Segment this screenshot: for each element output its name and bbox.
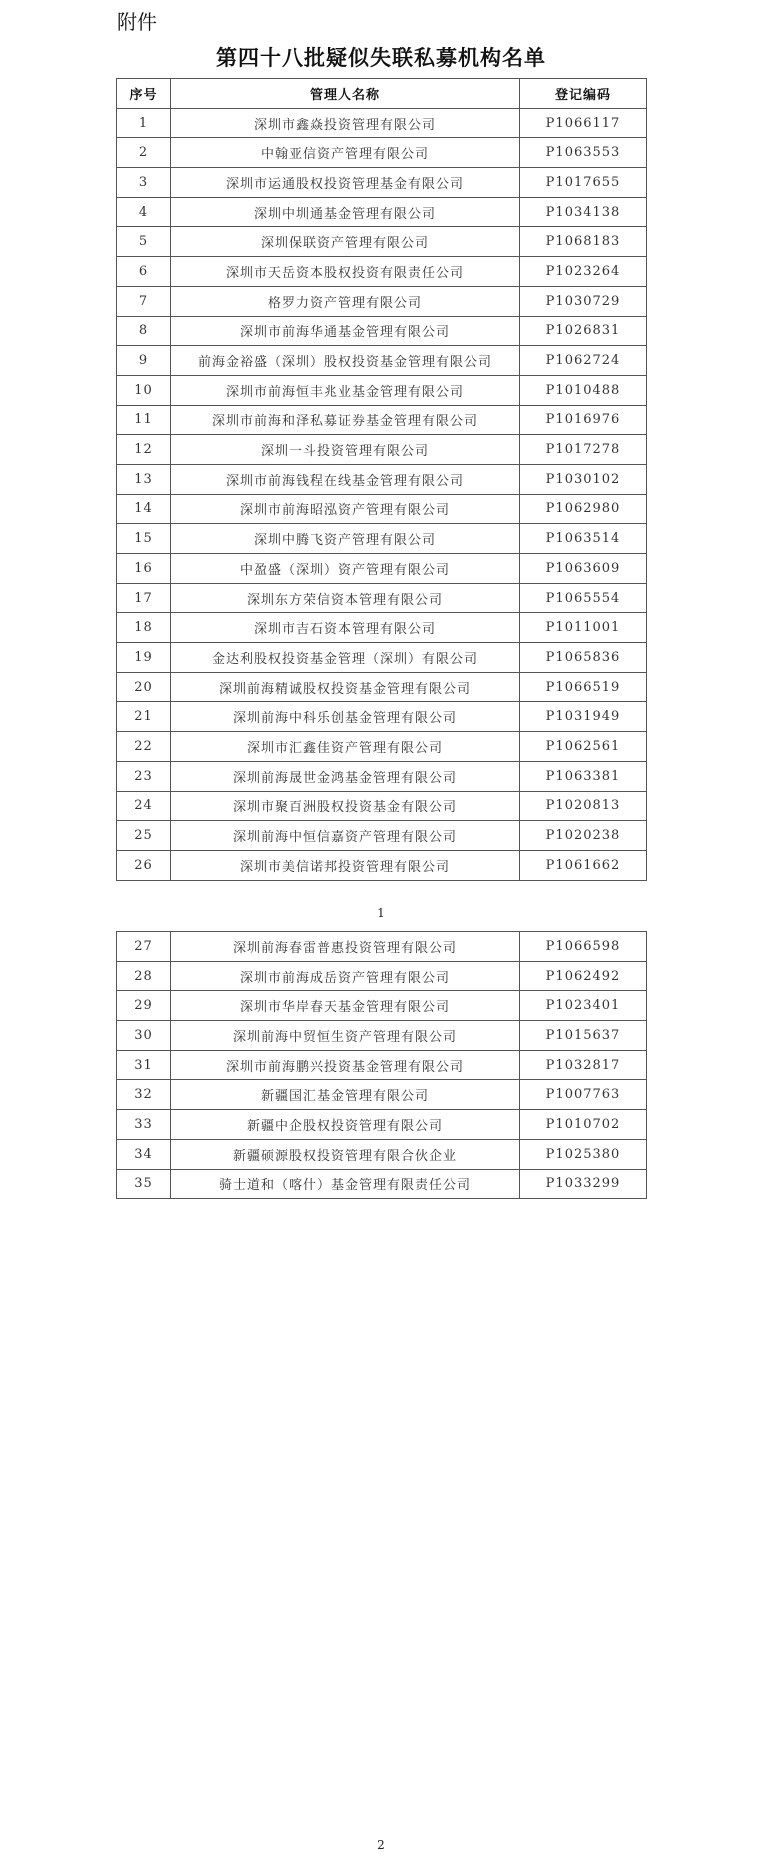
row-serial-number: 27 xyxy=(117,932,171,962)
row-manager-name: 前海金裕盛（深圳）股权投资基金管理有限公司 xyxy=(171,346,520,376)
row-registration-code: P1010702 xyxy=(520,1110,647,1140)
row-serial-number: 8 xyxy=(117,316,171,346)
row-registration-code: P1034138 xyxy=(520,197,647,227)
row-manager-name: 深圳市运通股权投资管理基金有限公司 xyxy=(171,168,520,198)
row-serial-number: 10 xyxy=(117,375,171,405)
table-body-page-1 xyxy=(117,108,647,880)
row-registration-code: P1031949 xyxy=(520,702,647,732)
row-registration-code: P1066117 xyxy=(520,108,647,138)
row-serial-number: 23 xyxy=(117,761,171,791)
table-row xyxy=(117,405,647,435)
table-row xyxy=(117,821,647,851)
row-serial-number: 29 xyxy=(117,991,171,1021)
row-serial-number: 2 xyxy=(117,138,171,168)
row-manager-name: 新疆中企股权投资管理有限公司 xyxy=(171,1110,520,1140)
row-serial-number: 19 xyxy=(117,643,171,673)
table-row xyxy=(117,850,647,880)
row-registration-code: P1032817 xyxy=(520,1050,647,1080)
row-manager-name: 深圳市前海和泽私募证券基金管理有限公司 xyxy=(171,405,520,435)
row-registration-code: P1066519 xyxy=(520,672,647,702)
row-manager-name: 中盈盛（深圳）资产管理有限公司 xyxy=(171,554,520,584)
row-registration-code: P1020238 xyxy=(520,821,647,851)
row-manager-name: 深圳市前海成岳资产管理有限公司 xyxy=(171,961,520,991)
row-serial-number: 32 xyxy=(117,1080,171,1110)
row-serial-number: 18 xyxy=(117,613,171,643)
table-row xyxy=(117,554,647,584)
table-row xyxy=(117,1110,647,1140)
row-registration-code: P1030102 xyxy=(520,464,647,494)
row-serial-number: 20 xyxy=(117,672,171,702)
row-registration-code: P1063553 xyxy=(520,138,647,168)
row-serial-number: 31 xyxy=(117,1050,171,1080)
row-registration-code: P1015637 xyxy=(520,1021,647,1051)
row-manager-name: 深圳东方荣信资本管理有限公司 xyxy=(171,583,520,613)
table-row xyxy=(117,286,647,316)
table-row xyxy=(117,643,647,673)
table-row xyxy=(117,1080,647,1110)
row-serial-number: 17 xyxy=(117,583,171,613)
row-serial-number: 1 xyxy=(117,108,171,138)
institution-table-page-1 xyxy=(116,78,647,881)
row-registration-code: P1010488 xyxy=(520,375,647,405)
row-serial-number: 14 xyxy=(117,494,171,524)
row-serial-number: 21 xyxy=(117,702,171,732)
table-row xyxy=(117,702,647,732)
row-manager-name: 深圳前海精诚股权投资基金管理有限公司 xyxy=(171,672,520,702)
row-manager-name: 深圳市吉石资本管理有限公司 xyxy=(171,613,520,643)
row-manager-name: 深圳市美信诺邦投资管理有限公司 xyxy=(171,850,520,880)
row-registration-code: P1062561 xyxy=(520,732,647,762)
table-row xyxy=(117,961,647,991)
row-serial-number: 28 xyxy=(117,961,171,991)
row-manager-name: 中翰亚信资产管理有限公司 xyxy=(171,138,520,168)
row-manager-name: 骑士道和（喀什）基金管理有限责任公司 xyxy=(171,1169,520,1199)
row-registration-code: P1062724 xyxy=(520,346,647,376)
row-registration-code: P1063514 xyxy=(520,524,647,554)
row-manager-name: 深圳市鑫焱投资管理有限公司 xyxy=(171,108,520,138)
table-row xyxy=(117,257,647,287)
row-serial-number: 33 xyxy=(117,1110,171,1140)
row-serial-number: 35 xyxy=(117,1169,171,1199)
row-manager-name: 深圳前海中科乐创基金管理有限公司 xyxy=(171,702,520,732)
row-serial-number: 24 xyxy=(117,791,171,821)
row-manager-name: 新疆硕源股权投资管理有限合伙企业 xyxy=(171,1139,520,1169)
table-row xyxy=(117,613,647,643)
row-registration-code: P1026831 xyxy=(520,316,647,346)
row-serial-number: 13 xyxy=(117,464,171,494)
row-registration-code: P1063609 xyxy=(520,554,647,584)
table-body-page-2 xyxy=(117,932,647,1199)
table-row xyxy=(117,1021,647,1051)
row-serial-number: 5 xyxy=(117,227,171,257)
row-manager-name: 深圳市前海华通基金管理有限公司 xyxy=(171,316,520,346)
row-manager-name: 深圳市华岸春天基金管理有限公司 xyxy=(171,991,520,1021)
table-row xyxy=(117,316,647,346)
row-registration-code: P1017278 xyxy=(520,435,647,465)
header-serial-number: 序号 xyxy=(117,79,171,109)
table-row xyxy=(117,168,647,198)
row-registration-code: P1062980 xyxy=(520,494,647,524)
row-registration-code: P1020813 xyxy=(520,791,647,821)
table-row xyxy=(117,732,647,762)
header-registration-code: 登记编码 xyxy=(520,79,647,109)
table-row xyxy=(117,197,647,227)
table-row xyxy=(117,346,647,376)
row-manager-name: 深圳市天岳资本股权投资有限责任公司 xyxy=(171,257,520,287)
table-row xyxy=(117,791,647,821)
row-registration-code: P1065554 xyxy=(520,583,647,613)
row-serial-number: 3 xyxy=(117,168,171,198)
row-registration-code: P1023264 xyxy=(520,257,647,287)
row-manager-name: 深圳市前海昭泓资产管理有限公司 xyxy=(171,494,520,524)
row-manager-name: 深圳前海晟世金鸿基金管理有限公司 xyxy=(171,761,520,791)
row-registration-code: P1068183 xyxy=(520,227,647,257)
row-registration-code: P1007763 xyxy=(520,1080,647,1110)
row-manager-name: 深圳中腾飞资产管理有限公司 xyxy=(171,524,520,554)
row-serial-number: 9 xyxy=(117,346,171,376)
row-manager-name: 深圳市前海钱程在线基金管理有限公司 xyxy=(171,464,520,494)
row-registration-code: P1030729 xyxy=(520,286,647,316)
row-manager-name: 深圳市聚百洲股权投资基金有限公司 xyxy=(171,791,520,821)
row-registration-code: P1065836 xyxy=(520,643,647,673)
row-registration-code: P1066598 xyxy=(520,932,647,962)
table-row xyxy=(117,583,647,613)
row-manager-name: 深圳市汇鑫佳资产管理有限公司 xyxy=(171,732,520,762)
page-number: 1 xyxy=(377,906,385,920)
attachment-label: 附件 xyxy=(117,10,157,34)
table-row xyxy=(117,761,647,791)
row-serial-number: 26 xyxy=(117,850,171,880)
row-registration-code: P1016976 xyxy=(520,405,647,435)
row-registration-code: P1017655 xyxy=(520,168,647,198)
row-manager-name: 金达利股权投资基金管理（深圳）有限公司 xyxy=(171,643,520,673)
table-row xyxy=(117,494,647,524)
row-serial-number: 15 xyxy=(117,524,171,554)
row-registration-code: P1062492 xyxy=(520,961,647,991)
row-manager-name: 深圳市前海鹏兴投资基金管理有限公司 xyxy=(171,1050,520,1080)
row-serial-number: 25 xyxy=(117,821,171,851)
row-manager-name: 深圳前海春雷普惠投资管理有限公司 xyxy=(171,932,520,962)
row-serial-number: 16 xyxy=(117,554,171,584)
row-serial-number: 12 xyxy=(117,435,171,465)
row-serial-number: 4 xyxy=(117,197,171,227)
table-row xyxy=(117,227,647,257)
document-title: 第四十八批疑似失联私募机构名单 xyxy=(216,46,546,70)
row-serial-number: 34 xyxy=(117,1139,171,1169)
row-registration-code: P1033299 xyxy=(520,1169,647,1199)
row-serial-number: 11 xyxy=(117,405,171,435)
row-serial-number: 7 xyxy=(117,286,171,316)
row-registration-code: P1061662 xyxy=(520,850,647,880)
row-manager-name: 格罗力资产管理有限公司 xyxy=(171,286,520,316)
table-row xyxy=(117,524,647,554)
row-manager-name: 深圳前海中恒信嘉资产管理有限公司 xyxy=(171,821,520,851)
row-registration-code: P1011001 xyxy=(520,613,647,643)
row-manager-name: 深圳中圳通基金管理有限公司 xyxy=(171,197,520,227)
institution-table-page-2 xyxy=(116,931,647,1199)
table-row xyxy=(117,138,647,168)
header-manager-name: 管理人名称 xyxy=(171,79,520,109)
row-manager-name: 深圳市前海恒丰兆业基金管理有限公司 xyxy=(171,375,520,405)
row-registration-code: P1025380 xyxy=(520,1139,647,1169)
table-row xyxy=(117,1139,647,1169)
row-manager-name: 新疆国汇基金管理有限公司 xyxy=(171,1080,520,1110)
table-row xyxy=(117,464,647,494)
table-row xyxy=(117,672,647,702)
table-row xyxy=(117,435,647,465)
row-serial-number: 30 xyxy=(117,1021,171,1051)
table-header-row xyxy=(117,79,647,109)
row-manager-name: 深圳一斗投资管理有限公司 xyxy=(171,435,520,465)
row-serial-number: 6 xyxy=(117,257,171,287)
table-row xyxy=(117,1050,647,1080)
page-number: 2 xyxy=(377,1838,385,1852)
row-manager-name: 深圳前海中贸恒生资产管理有限公司 xyxy=(171,1021,520,1051)
row-serial-number: 22 xyxy=(117,732,171,762)
table-row xyxy=(117,932,647,962)
row-registration-code: P1063381 xyxy=(520,761,647,791)
table-row xyxy=(117,375,647,405)
table-row xyxy=(117,108,647,138)
row-registration-code: P1023401 xyxy=(520,991,647,1021)
row-manager-name: 深圳保联资产管理有限公司 xyxy=(171,227,520,257)
table-row xyxy=(117,991,647,1021)
table-row xyxy=(117,1169,647,1199)
